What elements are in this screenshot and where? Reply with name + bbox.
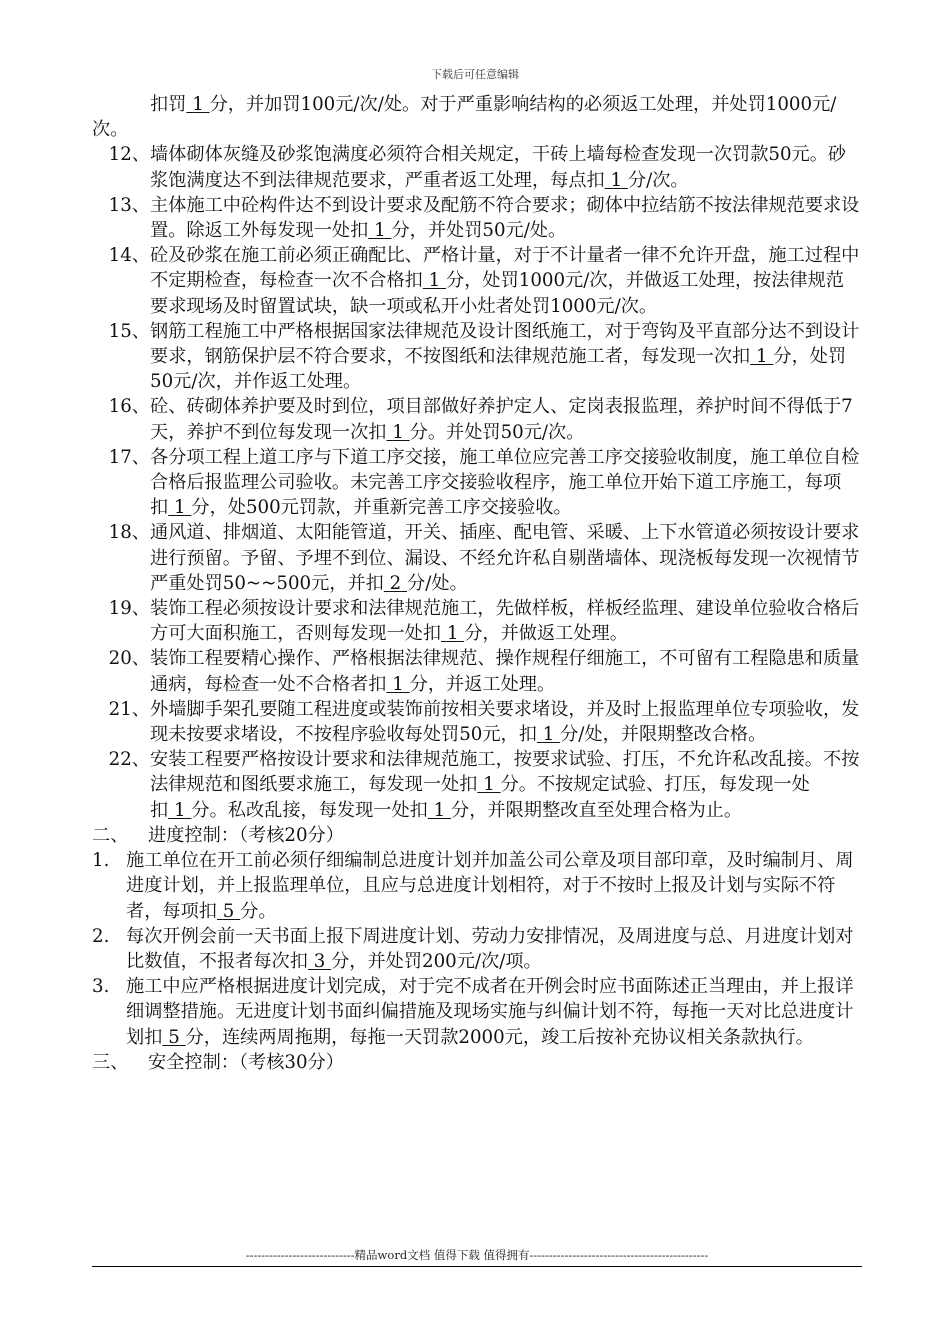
item-number: 16、	[108, 396, 150, 418]
list-item	[92, 747, 862, 823]
penalty-points: 1	[542, 724, 555, 746]
item-text: 墙体砌体灰缝及砂浆饱满度必须符合相关规定，干砖上墙每检查发现一次罚款50元。砂浆饱满度达不到法律规范要求，严重者返工处理，每点扣	[150, 144, 847, 191]
item-number: 3.	[92, 976, 110, 998]
item-number: 20、	[108, 648, 150, 670]
item-text: 分。不按规定试验、打压，每发现一处扣	[150, 774, 810, 821]
quality-items	[92, 142, 862, 822]
item-number: 13、	[108, 194, 150, 216]
penalty-points: 5	[222, 900, 235, 922]
item-text: 分，并限期整改直至处理合格为止。	[451, 799, 743, 821]
item-number: 19、	[108, 598, 150, 620]
list-item	[92, 848, 862, 924]
list-item	[92, 646, 862, 696]
item-text: 装饰工程必须按设计要求和法律规范施工，先做样板，样板经监理、建设单位验收合格后方可大面积施工，否则每发现一处扣	[150, 598, 860, 645]
page-header: 下载后可任意编辑	[431, 68, 519, 81]
footer-divider	[92, 1266, 862, 1267]
list-item	[92, 596, 862, 646]
item-text: 分，并返工处理。	[409, 673, 556, 695]
penalty-points: 1	[483, 774, 495, 796]
item-text: 分，并处罚50元/处。	[391, 220, 567, 242]
item-number: 14、	[108, 245, 150, 267]
item-text: 分。	[240, 900, 277, 922]
item-number: 18、	[108, 522, 150, 544]
item-number: 2.	[92, 925, 110, 947]
penalty-points: 1	[446, 623, 459, 645]
penalty-points: 1	[374, 220, 386, 242]
item-number: 22、	[108, 749, 150, 771]
item-number: 21、	[108, 698, 150, 720]
item-text: 分，处500元罚款，并重新完善工序交接验收。	[191, 497, 572, 519]
page-footer: ----------------------------精品word文档 值得下载 值得拥有----------------------------------------------	[245, 1248, 709, 1262]
item-text: 分，处罚50元/次，并作返工处理。	[150, 346, 847, 393]
item-text: 每次开例会前一天书面上报下周进度计划、劳动力安排情况，及周进度与总、月进度计划对比数值，不报者每次扣	[126, 925, 854, 972]
list-item	[92, 394, 862, 444]
item-text: 分。并处罚50元/次。	[409, 421, 585, 443]
penalty-points: 1	[392, 673, 404, 695]
item-text: 分/次。	[627, 169, 689, 191]
item-text: 分/处。	[407, 572, 468, 594]
section-2-heading: 二、 进度控制：（考核20分）	[92, 824, 344, 846]
item-text: 外墙脚手架孔要随工程进度或装饰前按相关要求堵设，并及时上报监理单位专项验收，发现未按要求堵设，不按程序验收每处罚50元，扣	[150, 698, 860, 746]
schedule-items	[92, 848, 862, 1050]
penalty-points: 5	[168, 1026, 180, 1048]
item-text: 装饰工程要精心操作、严格根据法律规范、操作规程仔细施工，不可留有工程隐患和质量通病，每检查一处不合格者扣	[150, 648, 860, 695]
list-item	[92, 445, 862, 521]
penalty-points: 1	[433, 799, 446, 821]
list-item	[92, 193, 862, 243]
item-text: 主体施工中砼构件达不到设计要求及配筋不符合要求；砌体中拉结筋不按法律规范要求设置。除返工外每发现一处扣	[150, 194, 860, 242]
section-3-heading: 三、 安全控制：（考核30分）	[92, 1051, 344, 1073]
penalty-points: 1	[428, 270, 441, 292]
item-number: 15、	[108, 320, 150, 342]
list-item	[92, 520, 862, 596]
penalty-points: 1	[610, 169, 623, 191]
item-number: 12、	[108, 144, 150, 166]
item-text: 通风道、排烟道、太阳能管道，开关、插座、配电管、采暖、上下水管道必须按设计要求进行预留。予留、予埋不到位、漏设、不经允许私自剔凿墙体、现浇板每发现一次视情节严重处罚50~~500元，并扣	[150, 522, 860, 594]
penalty-points: 1	[174, 799, 186, 821]
list-item	[92, 924, 862, 974]
continued-paragraph: 扣罚 1 分，并加罚100元/次/处。对于严重影响结构的必须返工处理，并处罚1000元/次。	[92, 94, 837, 141]
item-text: 分，并处罚200元/次/项。	[331, 950, 542, 972]
penalty-points: 1	[756, 346, 768, 368]
item-number: 1.	[92, 850, 110, 872]
list-item	[92, 697, 862, 747]
penalty-points: 3	[313, 950, 326, 972]
penalty-points: 2	[389, 572, 402, 594]
item-text: 分/处，并限期整改合格。	[560, 724, 767, 746]
list-item	[92, 319, 862, 395]
item-number: 17、	[108, 446, 150, 468]
penalty-points: 1	[174, 497, 186, 519]
list-item	[92, 142, 862, 192]
item-text: 砼、砖砌体养护要及时到位，项目部做好养护定人、定岗表报监理，养护时间不得低于7天，养护不到位每发现一次扣	[150, 396, 853, 443]
item-text: 分。私改乱接，每发现一处扣	[191, 799, 428, 821]
list-item	[92, 243, 862, 319]
item-text: 施工中应严格根据进度计划完成，对于完不成者在开例会时应书面陈述正当理由，并上报详细调整措施。无进度计划书面纠偏措施及现场实施与纠偏计划不符，每拖一天对比总进度计划扣	[126, 976, 854, 1048]
item-text: 各分项工程上道工序与下道工序交接，施工单位应完善工序交接验收制度，施工单位自检合格后报监理公司验收。未完善工序交接验收程序，施工单位开始下道工序施工，每项扣	[150, 446, 860, 519]
list-item	[92, 974, 862, 1050]
item-text: 分，并做返工处理。	[464, 623, 628, 645]
item-text: 钢筋工程施工中严格根据国家法律规范及设计图纸施工，对于弯钩及平直部分达不到设计要求，钢筋保护层不符合要求，不按图纸和法律规范施工者，每发现一次扣	[150, 320, 860, 368]
document-body	[92, 92, 862, 1075]
item-text: 分，连续两周拖期，每拖一天罚款2000元，竣工后按补充协议相关条款执行。	[185, 1026, 814, 1048]
item-text: 安装工程要严格按设计要求和法律规范施工，按要求试验、打压，不允许私改乱接。不按法律规范和图纸要求施工，每发现一处扣	[150, 749, 860, 796]
penalty-points: 1	[392, 421, 404, 443]
item-text: 施工单位在开工前必须仔细编制总进度计划并加盖公司公章及项目部印章，及时编制月、周进度计划，并上报监理单位，且应与总进度计划相符，对于不按时上报及计划与实际不符者，每项扣	[126, 850, 854, 922]
item-text: 砼及砂浆在施工前必须正确配比、严格计量，对于不计量者一律不允许开盘，施工过程中不定期检查，每检查一次不合格扣	[150, 245, 860, 292]
item-text: 分，处罚1000元/次，并做返工处理，按法律规范要求现场及时留置试块，缺一项或私开小灶者处罚1000元/次。	[150, 270, 844, 317]
